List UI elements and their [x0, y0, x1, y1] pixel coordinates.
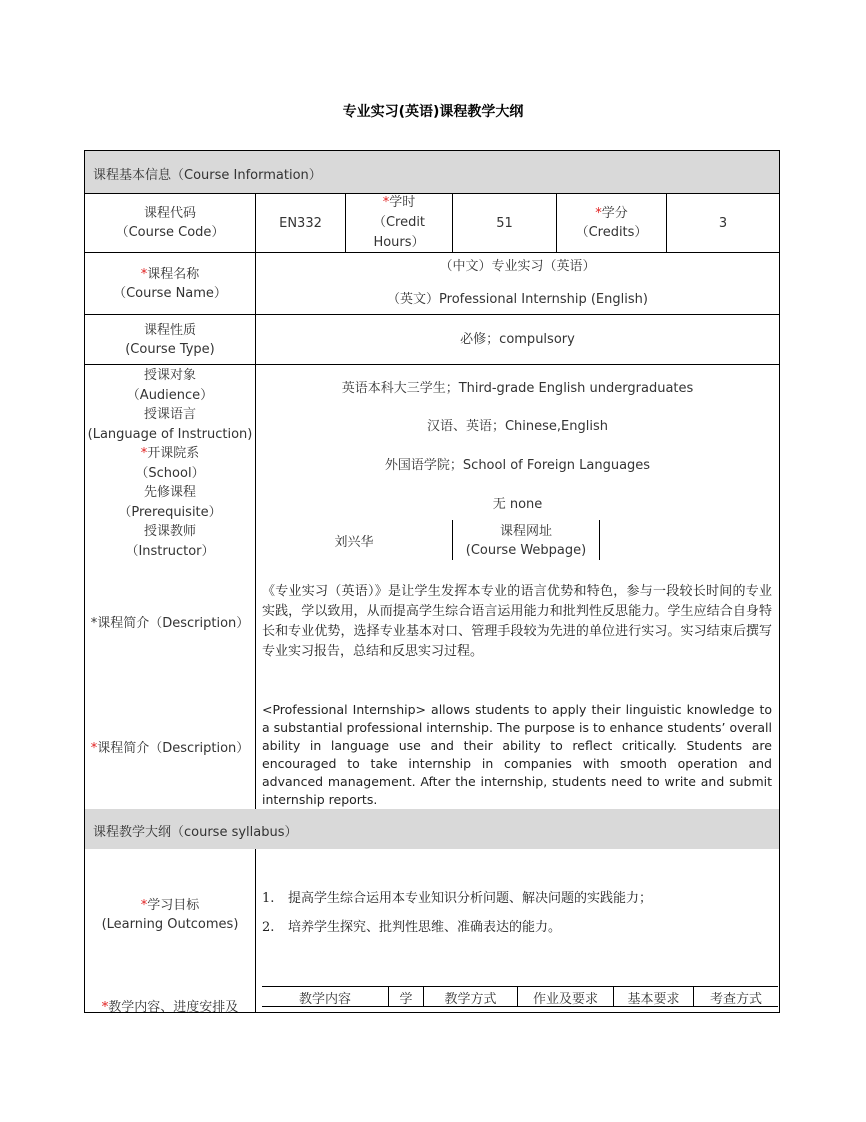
course-webpage-label-en: (Course Webpage)	[465, 543, 587, 558]
required-marker: *	[101, 1000, 109, 1015]
language-label-cn: 授课语言	[143, 407, 196, 422]
required-marker: *	[90, 741, 98, 756]
instructor-label-cn: 授课教师	[143, 524, 196, 539]
description-en-text: <Professional Internship> allows students to apply their linguistic knowledge to a substantial professional internship. The purpose is to enhance students’ overall ability in language use and their ability to reflect critically. Students are encouraged to take internship in companies with smooth operation and advanced management. After the internship, students need to write and submit internship reports.	[262, 702, 772, 807]
instructor-value: 刘兴华	[334, 535, 374, 550]
description-en-label-text: 课程简介（Description）	[97, 741, 250, 756]
table-border-top	[84, 150, 780, 151]
credits-label	[557, 194, 666, 252]
description-cn-label: *课程简介（Description）	[90, 616, 250, 631]
column-divider	[599, 520, 600, 560]
school-label-cn-text: 开课院系	[147, 446, 200, 461]
audience-value: 英语本科大三学生；Third-grade English undergraduates	[341, 381, 694, 396]
required-marker: *	[382, 195, 390, 210]
course-type-label	[85, 315, 255, 364]
course-name-value-en: （英文）Professional Internship (English)	[387, 292, 648, 307]
course-code-value-text: EN332	[279, 215, 322, 231]
school-label-en: （School）	[135, 465, 205, 481]
credit-hours-label-en2: Hours）	[373, 235, 425, 250]
course-code-label	[85, 194, 255, 252]
course-code-label-en: （Course Code）	[115, 225, 225, 240]
course-webpage-label	[453, 522, 599, 560]
schedule-table-top	[262, 986, 778, 987]
prerequisite-label-cn: 先修课程	[143, 485, 196, 500]
document-title: 专业实习(英语)课程教学大纲	[342, 104, 524, 120]
prerequisite-label-en: （Prerequisite）	[118, 504, 222, 520]
required-marker: *	[140, 266, 148, 282]
description-en-label	[85, 737, 255, 756]
learning-outcomes-label-cn	[85, 896, 255, 915]
learning-outcome-text: 提高学生综合运用本专业知识分析问题、解决问题的实践能力；	[288, 891, 653, 906]
credits-value	[667, 194, 779, 252]
learning-outcomes-label-en: (Learning Outcomes)	[101, 917, 239, 932]
school-label-cn	[85, 444, 255, 464]
meta-labels	[85, 366, 255, 561]
table-border-right	[779, 150, 780, 1013]
course-type-value-text: 必修；compulsory	[460, 332, 575, 347]
course-type-label-cn: 课程性质	[143, 322, 196, 338]
learning-outcome-text: 培养学生探究、批判性思维、准确表达的能力。	[288, 920, 562, 935]
schedule-col-assignments: 作业及要求	[532, 992, 598, 1007]
credit-hours-value	[453, 194, 556, 252]
course-name-label-cn-text: 课程名称	[147, 266, 200, 282]
required-marker: *	[140, 898, 148, 913]
credit-hours-label-en1: （Credit	[372, 215, 426, 230]
column-divider	[255, 849, 256, 1013]
prerequisite-value: 无 none	[492, 497, 543, 512]
schedule-label-text: 教学内容、进度安排及	[108, 1000, 239, 1015]
audience-label-cn: 授课对象	[143, 368, 196, 383]
schedule-col-content: 教学内容	[298, 992, 351, 1007]
schedule-col-requirements: 基本要求	[627, 992, 680, 1007]
language-value: 汉语、英语；Chinese,English	[426, 419, 608, 434]
school-value: 外国语学院；School of Foreign Languages	[384, 458, 651, 473]
course-name-label-cn	[141, 265, 200, 284]
course-code-label-cn: 课程代码	[143, 206, 196, 221]
credit-hours-label	[346, 194, 452, 252]
schedule-col-method: 教学方式	[444, 992, 497, 1007]
credit-hours-label-cn-text: 学时	[389, 195, 416, 210]
schedule-col-assessment: 考查方式	[709, 992, 762, 1007]
course-type-label-en: (Course Type)	[125, 341, 215, 357]
learning-outcome-number: 1.	[262, 891, 275, 906]
row-divider	[84, 364, 780, 365]
required-marker: *	[595, 206, 602, 221]
instructor-label-en: （Instructor）	[125, 543, 215, 559]
credits-label-cn-text: 学分	[601, 206, 628, 221]
course-code-value	[256, 194, 345, 252]
section-header-course-info-label: 课程基本信息（Course Information）	[93, 168, 322, 183]
course-name-value-cn: （中文）专业实习（英语）	[439, 259, 596, 274]
learning-outcomes-label	[85, 896, 255, 934]
required-marker: *	[140, 446, 148, 461]
description-cn-text: 《专业实习（英语）》是让学生发挥本专业的语言优势和特色，参与一段较长时间的专业实践，学以致用，从而提高学生综合语言运用能力和批判性反思能力。学生应结合自身特长和专业优势，选择专业基本对口、管理手段较为先进的单位进行实习。实习结束后撰写专业实习报告，总结和反思实习过程。	[262, 584, 772, 659]
schedule-label	[85, 996, 255, 1015]
credit-hours-label-cn	[383, 193, 416, 213]
credit-hours-value-text: 51	[496, 215, 513, 231]
credits-label-cn	[595, 204, 628, 223]
section-header-syllabus-label: 课程教学大纲（course syllabus）	[93, 825, 298, 840]
audience-label-en: （Audience）	[126, 387, 214, 403]
learning-outcomes-label-cn-text: 学习目标	[147, 898, 200, 913]
course-name-label	[85, 253, 255, 314]
learning-outcome-item	[262, 916, 561, 935]
credits-value-text: 3	[718, 215, 728, 231]
language-label-en: (Language of Instruction)	[87, 426, 253, 442]
course-type-value	[256, 315, 779, 364]
schedule-col-hours: 学	[399, 992, 413, 1007]
learning-outcome-item	[262, 887, 652, 906]
credits-label-en: （Credits）	[575, 225, 648, 240]
course-name-label-en: （Course Name）	[113, 285, 227, 301]
learning-outcome-number: 2.	[262, 920, 275, 935]
course-webpage-label-cn: 课程网址	[499, 524, 552, 539]
